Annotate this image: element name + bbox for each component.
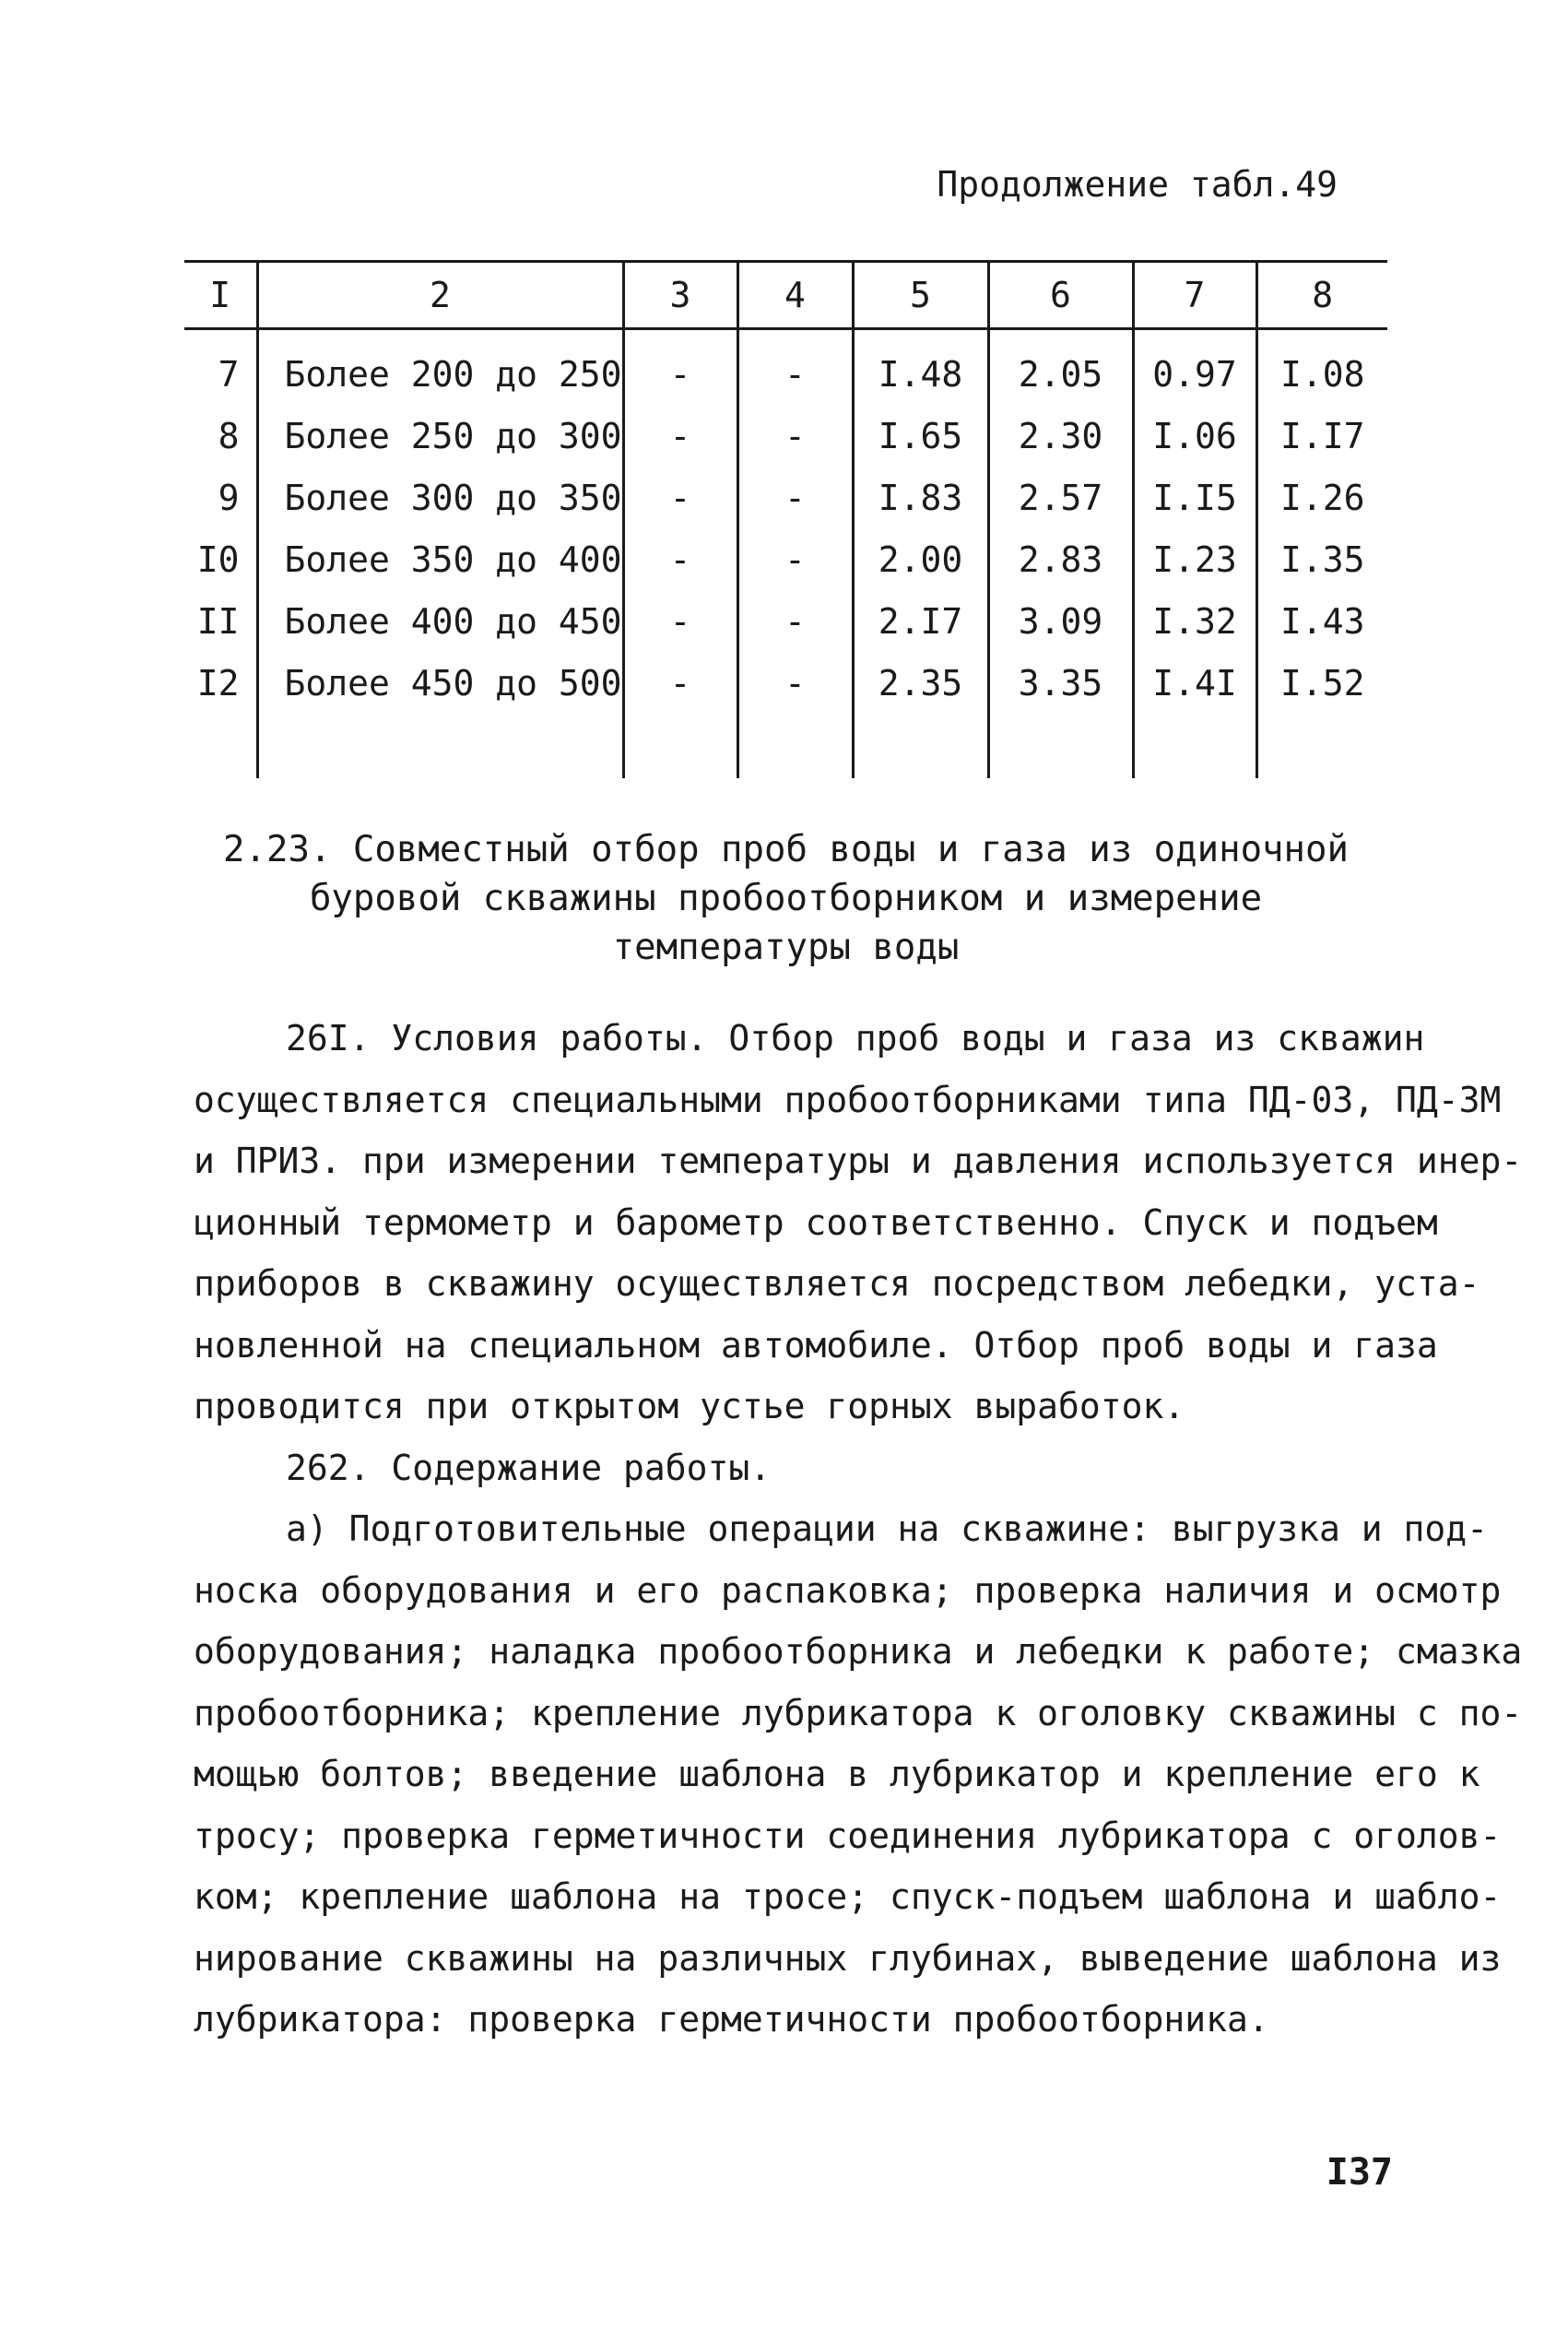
table-row: [184, 590, 1387, 652]
column-header: 2: [257, 262, 623, 329]
table-cell: I.23: [1133, 528, 1256, 590]
column-header: 4: [737, 262, 853, 329]
table-cell: 3.09: [988, 590, 1133, 652]
section-heading-line: температуры воды: [612, 927, 960, 968]
table-continuation-label: Продолжение табл.49: [937, 164, 1338, 205]
table-cell: I.65: [853, 405, 988, 467]
page-number: I37: [1326, 2151, 1393, 2194]
table-row: [184, 528, 1387, 590]
column-header: 5: [853, 262, 988, 329]
column-header: 3: [623, 262, 737, 329]
table-cell: I.32: [1133, 590, 1256, 652]
text-line: а) Подготовительные операции на скважине: выгрузка и под-: [286, 1508, 1489, 1549]
table-cell: [1256, 714, 1387, 778]
table-cell: I.08: [1256, 329, 1387, 406]
table-cell: 2.30: [988, 405, 1133, 467]
text-line: пробоотборника; крепление лубрикатора к оголовку скважины с по-: [194, 1692, 1523, 1733]
table-cell: 7: [218, 353, 240, 395]
table-row: [184, 405, 1387, 467]
table-cell: -: [623, 329, 737, 406]
table-cell: Более 200 до 250: [257, 329, 623, 406]
table-cell: -: [737, 652, 853, 714]
section-heading-line: 2.23. Совместный отбор проб воды и газа из одиночной: [223, 829, 1349, 870]
table-cell: II: [196, 600, 240, 642]
section-heading: [184, 825, 1387, 972]
table-cell: -: [623, 467, 737, 528]
text-line: 26I. Условия работы. Отбор проб воды и газа из скважин: [286, 1018, 1425, 1059]
table-cell: 0.97: [1133, 329, 1256, 406]
text-line: оборудования; наладка пробоотборника и лебедки к работе; смазка: [194, 1631, 1523, 1672]
table-cell: -: [737, 467, 853, 528]
data-table: [184, 260, 1387, 778]
table-cell: I.48: [853, 329, 988, 406]
table-cell: I.I5: [1133, 467, 1256, 528]
table-cell: -: [737, 405, 853, 467]
paragraph-262: [194, 1437, 1392, 1499]
text-line: 262. Содержание работы.: [286, 1447, 772, 1488]
table-cell: -: [737, 528, 853, 590]
table-cell: 2.05: [988, 329, 1133, 406]
paragraph-261: [194, 1008, 1523, 1437]
body-text: [194, 1008, 1523, 2051]
table-row: [184, 467, 1387, 528]
table-cell: [257, 714, 623, 778]
text-line: ционный термометр и барометр соответственно. Спуск и подъем: [194, 1201, 1438, 1243]
paragraph-262a: [194, 1498, 1523, 2051]
table-cell: 9: [218, 477, 240, 518]
table-cell: Более 300 до 350: [257, 467, 623, 528]
table-trailing-space: [184, 714, 1387, 778]
table-cell: I.26: [1256, 467, 1387, 528]
table-cell: Более 350 до 400: [257, 528, 623, 590]
table-cell: Более 450 до 500: [257, 652, 623, 714]
table-cell: I.35: [1256, 528, 1387, 590]
table-cell: -: [623, 405, 737, 467]
table-cell: -: [623, 528, 737, 590]
table-header-row: [184, 262, 1387, 329]
table-cell: -: [737, 590, 853, 652]
table-cell: Более 250 до 300: [257, 405, 623, 467]
table-cell: I.4I: [1133, 652, 1256, 714]
column-header: 6: [988, 262, 1133, 329]
table-cell: [988, 714, 1133, 778]
table-cell: I.06: [1133, 405, 1256, 467]
table-cell: [853, 714, 988, 778]
table-cell: [623, 714, 737, 778]
text-line: осуществляется специальными пробоотборниками типа ПД-03, ПД-3М: [194, 1079, 1502, 1120]
column-header: 7: [1133, 262, 1256, 329]
table-cell: -: [737, 329, 853, 406]
table-cell: 2.I7: [853, 590, 988, 652]
column-header: 8: [1256, 262, 1387, 329]
table-cell: [184, 714, 257, 778]
table-cell: 2.57: [988, 467, 1133, 528]
table-cell: 2.00: [853, 528, 988, 590]
text-line: ком; крепление шаблона на тросе; спуск-подъем шаблона и шабло-: [194, 1876, 1502, 1917]
table-cell: 8: [218, 415, 240, 456]
table-row: [184, 652, 1387, 714]
table-cell: 2.83: [988, 528, 1133, 590]
text-line: проводится при открытом устье горных выработок.: [194, 1386, 1185, 1426]
table-cell: 2.35: [853, 652, 988, 714]
table-cell: I0: [196, 538, 240, 580]
text-line: новленной на специальном автомобиле. Отбор проб воды и газа: [194, 1324, 1438, 1366]
text-line: мощью болтов; введение шаблона в лубрикатор и крепление его к: [194, 1754, 1480, 1794]
table-cell: -: [623, 652, 737, 714]
table-cell: [737, 714, 853, 778]
text-line: тросу; проверка герметичности соединения лубрикатора с оголов-: [194, 1815, 1502, 1856]
table-cell: I2: [196, 662, 240, 704]
table-cell: I.43: [1256, 590, 1387, 652]
section-heading-line: буровой скважины пробоотборником и измерение: [309, 878, 1263, 919]
table-cell: [1133, 714, 1256, 778]
column-header: I: [184, 262, 257, 329]
text-line: нирование скважины на различных глубинах, выведение шаблона из: [194, 1937, 1502, 1979]
table-cell: -: [623, 590, 737, 652]
text-line: приборов в скважину осуществляется посредством лебедки, уста-: [194, 1263, 1480, 1304]
table-cell: 3.35: [988, 652, 1133, 714]
table-row: [184, 329, 1387, 406]
text-line: носка оборудования и его распаковка; проверка наличия и осмотр: [194, 1569, 1502, 1611]
table-cell: I.I7: [1256, 405, 1387, 467]
text-line: лубрикатора: проверка герметичности пробоотборника.: [194, 1999, 1269, 2040]
table-cell: I.83: [853, 467, 988, 528]
table-cell: Более 400 до 450: [257, 590, 623, 652]
text-line: и ПРИЗ. при измерении температуры и давления используется инер-: [194, 1141, 1523, 1181]
table-cell: I.52: [1256, 652, 1387, 714]
